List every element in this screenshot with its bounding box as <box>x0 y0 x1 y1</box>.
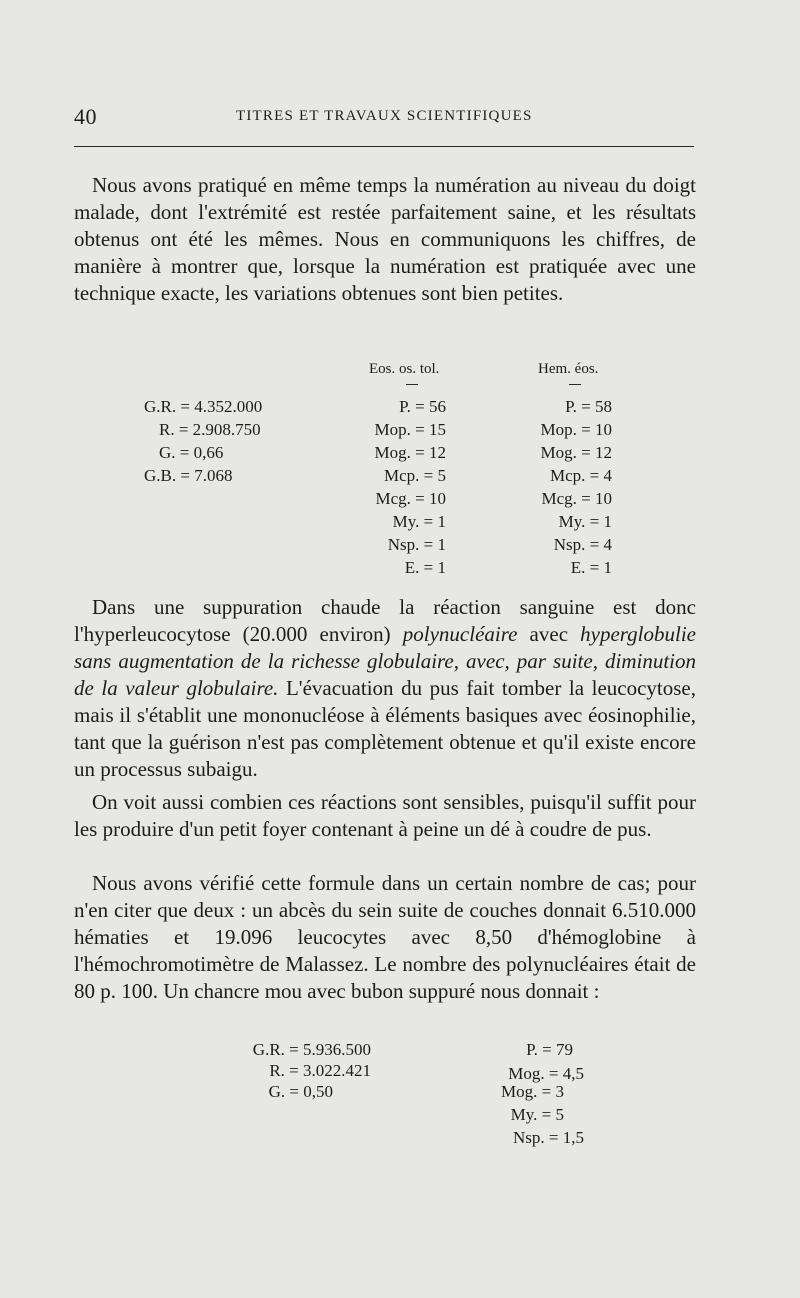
t2-left-value: G. = 0,50 <box>268 1082 333 1101</box>
hem-value: My. = 1 <box>558 512 612 531</box>
left-value-r: R. = 2.908.750 <box>159 420 261 439</box>
hem-value: Nsp. = 4 <box>553 535 612 554</box>
page-number: 40 <box>74 104 97 129</box>
paragraph-4 <box>74 870 696 1005</box>
col-header-eos: Eos. os. tol. <box>369 361 440 377</box>
t2-right-value: Nsp. = 1,5 <box>513 1128 584 1147</box>
paragraph-3-text: On voit aussi combien ces réactions sont sensibles, puisqu'il suffit pour les produire d'un petit foyer contenant à peine un dé à coudre de pus. <box>74 790 696 841</box>
header-rule <box>74 146 694 147</box>
running-title: TITRES ET TRAVAUX SCIENTIFIQUES <box>236 108 533 124</box>
hem-value: Mop. = 10 <box>540 420 612 439</box>
paragraph-2-italic-a: polynucléaire <box>402 622 518 646</box>
hem-value: P. = 58 <box>565 397 612 416</box>
paragraph-2-text-b: avec <box>517 622 581 646</box>
t2-right-value: Mog. = 4,5 <box>508 1064 584 1083</box>
col-dash-eos <box>406 384 418 385</box>
paragraph-1 <box>74 172 696 307</box>
hem-value: Mcp. = 4 <box>550 466 612 485</box>
t2-right-value: My. = 5 <box>510 1105 564 1124</box>
hem-value: E. = 1 <box>570 558 612 577</box>
left-value-gb: G.B. = 7.068 <box>144 466 233 485</box>
paragraph-2 <box>74 594 696 783</box>
left-value-gr: G.R. = 4.352.000 <box>144 397 263 416</box>
hem-value: Mcg. = 10 <box>541 489 612 508</box>
t2-left-value: R. = 3.022.421 <box>269 1061 371 1080</box>
t2-right-value: Mog. = 3 <box>501 1082 564 1101</box>
col-header-hem: Hem. éos. <box>538 361 599 377</box>
eos-value: E. = 1 <box>404 558 446 577</box>
eos-value: Mog. = 12 <box>374 443 446 462</box>
paragraph-2-text-a: Dans une suppuration chaude la réaction sanguine est donc l'hyperleucocytose (20.000 environ) <box>74 595 696 646</box>
paragraph-4-text: Nous avons vérifié cette formule dans un certain nombre de cas; pour n'en citer que deux : un abcès du sein suite de couches donnait 6.510.000 hématies et 19.096 leucocytes avec 8,50 d'hémoglobine à l'hémochromotimètre de Malassez. Le nombre des polynucléaires était de 80 p. 100. Un chancre mou avec bubon suppuré nous donnait : <box>74 871 696 1003</box>
eos-value: Mop. = 15 <box>374 420 446 439</box>
t2-right-value: P. = 79 <box>526 1040 573 1059</box>
paragraph-1-text: Nous avons pratiqué en même temps la numération au niveau du doigt malade, dont l'extrémité est restée parfaitement saine, et les résultats obtenus ont été les mêmes. Nous en communiquons les chiffres, de manière à montrer que, lorsque la numération est pratiquée avec une technique exacte, les variations obtenues sont bien petites. <box>74 173 696 305</box>
col-dash-hem <box>569 384 581 385</box>
left-value-g: G. = 0,66 <box>159 443 224 462</box>
paragraph-2-italic-b: hyperglobulie sans augmentation de la richesse globulaire, avec, par suite, diminution de la valeur globulaire. <box>74 622 696 700</box>
hem-value: Mog. = 12 <box>540 443 612 462</box>
paragraph-3 <box>74 789 696 843</box>
eos-value: Mcg. = 10 <box>375 489 446 508</box>
eos-value: Nsp. = 1 <box>387 535 446 554</box>
paragraph-2-text-c: L'évacuation du pus fait tomber la leucocytose, mais il s'établit une mononucléose à éléments basiques avec éosinophilie, tant que la guérison n'est pas complètement obtenue et qu'il existe encore un processus subaigu. <box>74 676 696 781</box>
t2-left-value: G.R. = 5.936.500 <box>252 1040 371 1059</box>
eos-value: Mcp. = 5 <box>384 466 446 485</box>
eos-value: My. = 1 <box>392 512 446 531</box>
eos-value: P. = 56 <box>399 397 446 416</box>
